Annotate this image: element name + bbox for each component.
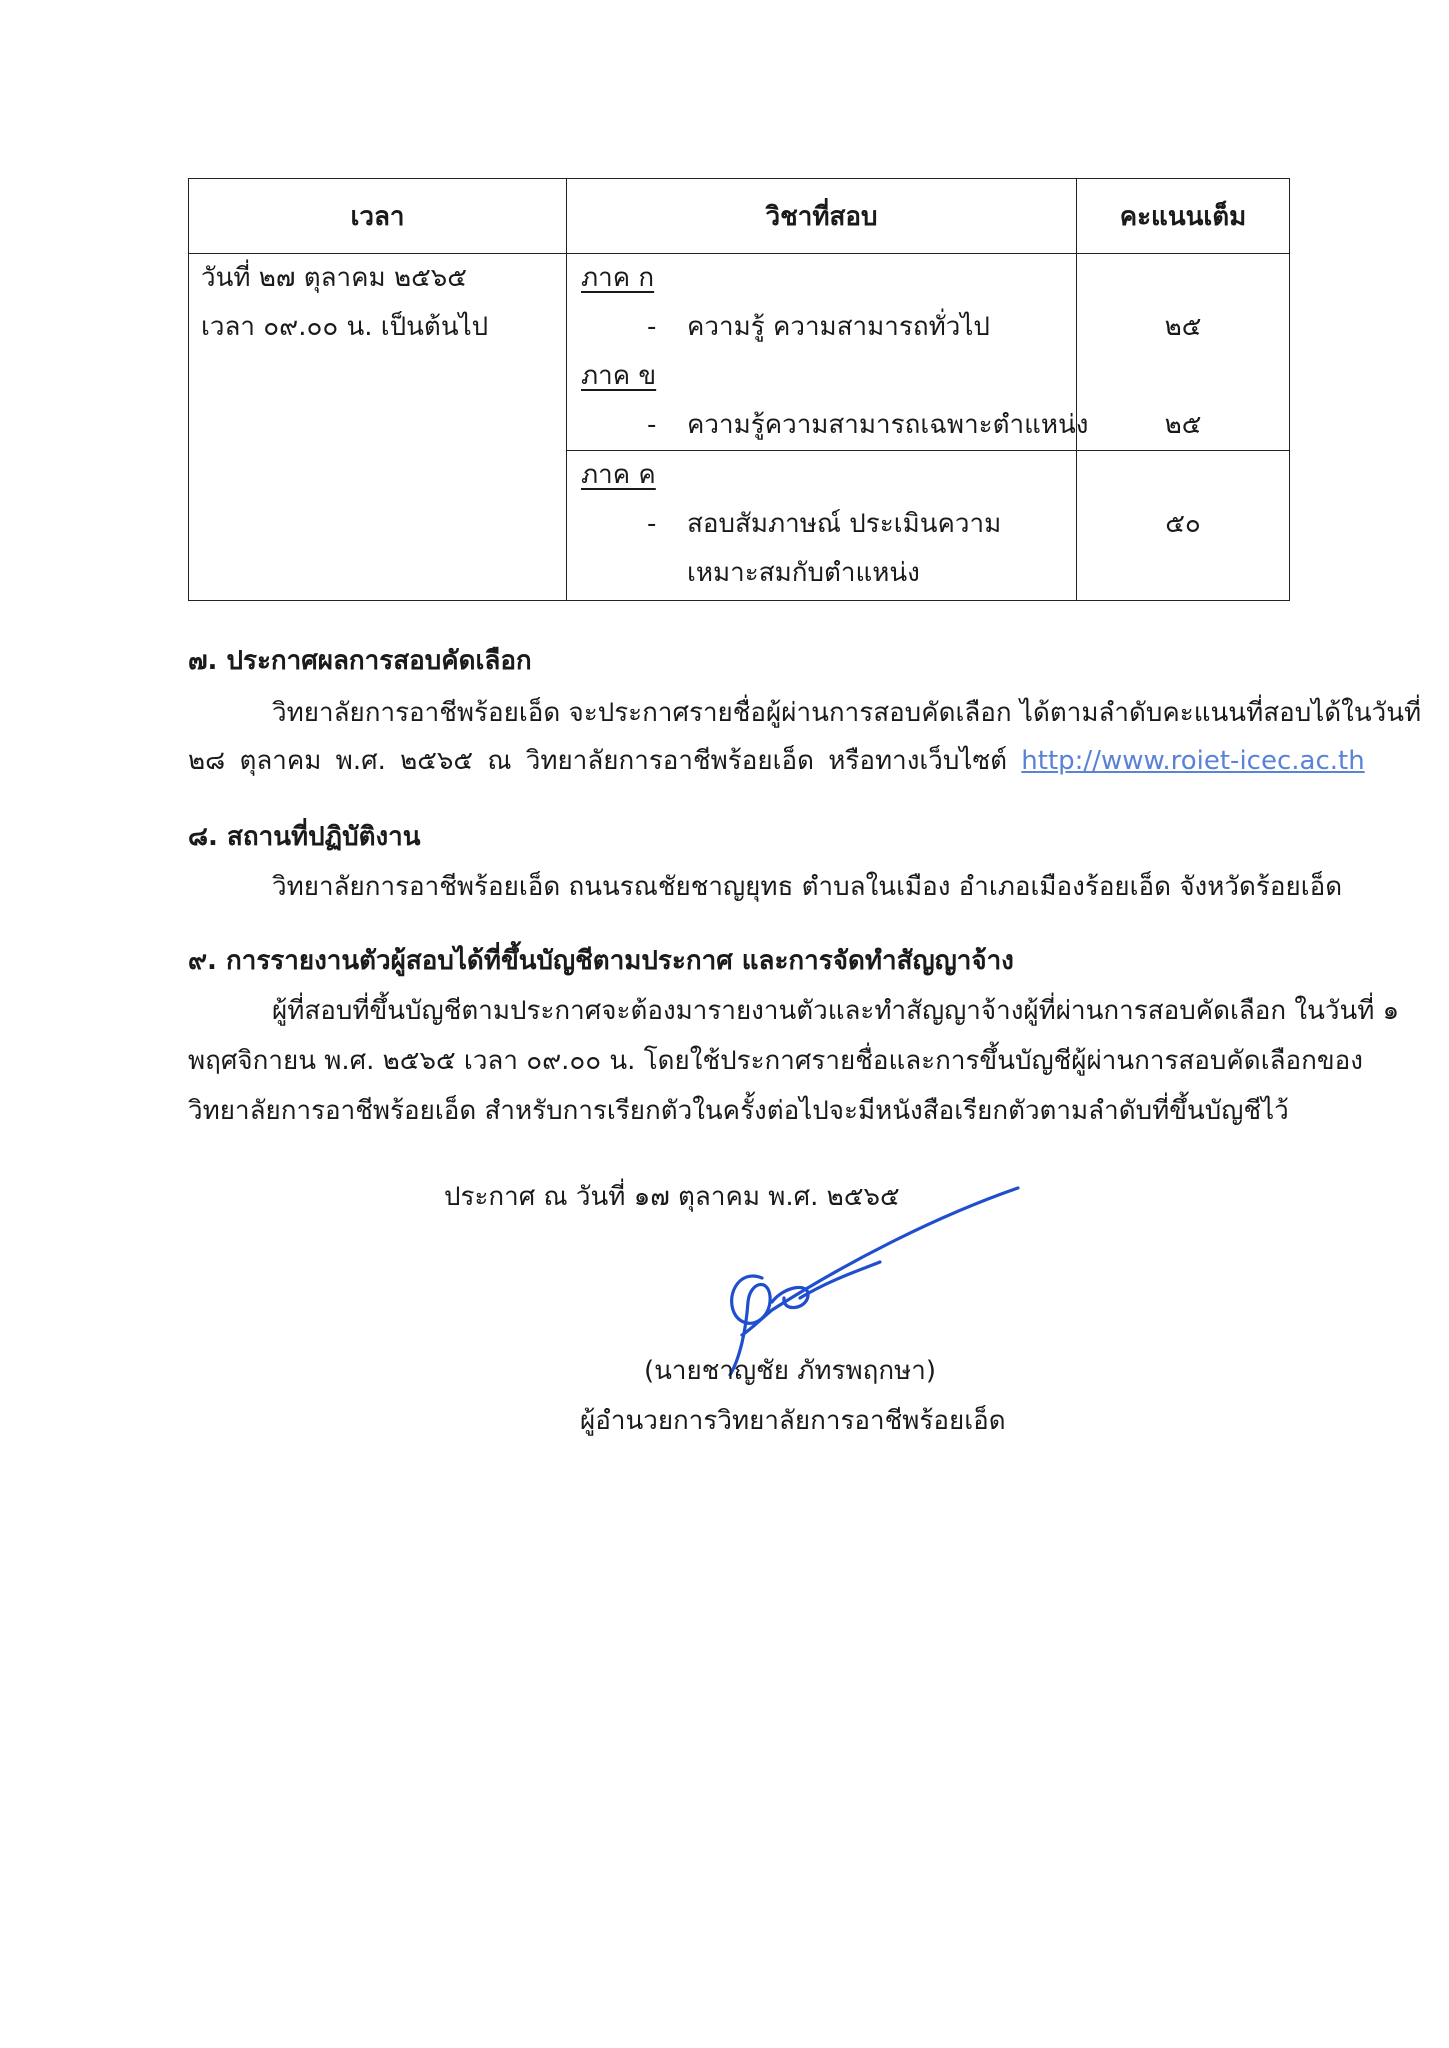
- part-b-dash: -: [647, 410, 657, 440]
- part-a-score: ๒๕: [1164, 312, 1202, 342]
- section7-heading: ๗. ประกาศผลการสอบคัดเลือก: [188, 646, 532, 676]
- score-cell-ab: [1077, 254, 1290, 451]
- part-a-item-text: ความรู้ ความสามารถทั่วไป: [687, 312, 990, 342]
- exam-date: วันที่ ๒๗ ตุลาคม ๒๕๖๕: [201, 263, 467, 293]
- part-c-item-text: สอบสัมภาษณ์ ประเมินความ: [687, 509, 1002, 539]
- part-c-label: ภาค ค: [581, 460, 656, 490]
- part-c-item-cont: เหมาะสมกับตำแหน่ง: [687, 558, 920, 588]
- part-b-score: ๒๕: [1164, 410, 1202, 440]
- header-subject: วิชาที่สอบ: [567, 179, 1077, 254]
- signature-strokes: [730, 1188, 1018, 1375]
- section8-heading: ๘. สถานที่ปฏิบัติงาน: [188, 822, 421, 852]
- part-b-label: ภาค ข: [581, 361, 657, 391]
- section7-line2: [188, 740, 1365, 781]
- part-b-item-text: ความรู้ความสามารถเฉพาะตำแหน่ง: [687, 410, 1089, 440]
- section9-line1: ผู้ที่สอบที่ขึ้นบัญชีตามประกาศจะต้องมารายงานตัวและทำสัญญาจ้างผู้ที่ผ่านการสอบคัดเลือก ในวันที่ ๑: [272, 996, 1400, 1026]
- part-c-dash: -: [647, 509, 657, 539]
- website-link[interactable]: http://www.roiet-icec.ac.th: [1021, 746, 1365, 776]
- part-c-item: [567, 500, 1076, 549]
- part-a-item: [567, 303, 1076, 352]
- section7-line2-text: ๒๘ ตุลาคม พ.ศ. ๒๕๖๕ ณ วิทยาลัยการอาชีพร้อยเอ็ด หรือทางเว็บไซต์: [188, 746, 1008, 776]
- announcement-date: ประกาศ ณ วันที่ ๑๗ ตุลาคม พ.ศ. ๒๕๖๕: [444, 1182, 900, 1212]
- subject-cell-c: [567, 451, 1077, 601]
- signature-mark: [690, 1170, 1040, 1380]
- table-header-row: [189, 179, 1290, 254]
- exam-schedule-table: [188, 178, 1290, 601]
- part-a-label: ภาค ก: [581, 263, 655, 293]
- score-cell-c: [1077, 451, 1290, 601]
- header-time: เวลา: [189, 179, 567, 254]
- signatory-name: (นายชาญชัย ภัทรพฤกษา): [643, 1356, 937, 1386]
- section7-line1: วิทยาลัยการอาชีพร้อยเอ็ด จะประกาศรายชื่อผู้ผ่านการสอบคัดเลือก ได้ตามลำดับคะแนนที่สอบได้ในวันที่: [272, 698, 1422, 728]
- header-score: คะแนนเต็ม: [1077, 179, 1290, 254]
- part-b-item: [567, 401, 1089, 450]
- section8-line1: วิทยาลัยการอาชีพร้อยเอ็ด ถนนรณชัยชาญยุทธ ตำบลในเมือง อำเภอเมืองร้อยเอ็ด จังหวัดร้อยเอ็ด: [272, 872, 1343, 902]
- section9-heading: ๙. การรายงานตัวผู้สอบได้ที่ขึ้นบัญชีตามประกาศ และการจัดทำสัญญาจ้าง: [188, 946, 1014, 976]
- section9-line2: พฤศจิกายน พ.ศ. ๒๕๖๕ เวลา ๐๙.๐๐ น. โดยใช้ประกาศรายชื่อและการขึ้นบัญชีผู้ผ่านการสอบคัดเลือกของ: [188, 1046, 1363, 1076]
- subject-cell-ab: [567, 254, 1089, 451]
- exam-time-cell: [189, 254, 567, 601]
- section9-line3: วิทยาลัยการอาชีพร้อยเอ็ด สำหรับการเรียกตัวในครั้งต่อไปจะมีหนังสือเรียกตัวตามลำดับที่ขึ้นบัญชีไว้: [188, 1096, 1289, 1126]
- part-a-dash: -: [647, 312, 657, 342]
- part-c-score: ๕๐: [1165, 509, 1201, 539]
- table-row: [189, 254, 1290, 451]
- signatory-title: ผู้อำนวยการวิทยาลัยการอาชีพร้อยเอ็ด: [580, 1406, 1006, 1436]
- exam-time: เวลา ๐๙.๐๐ น. เป็นต้นไป: [201, 312, 489, 342]
